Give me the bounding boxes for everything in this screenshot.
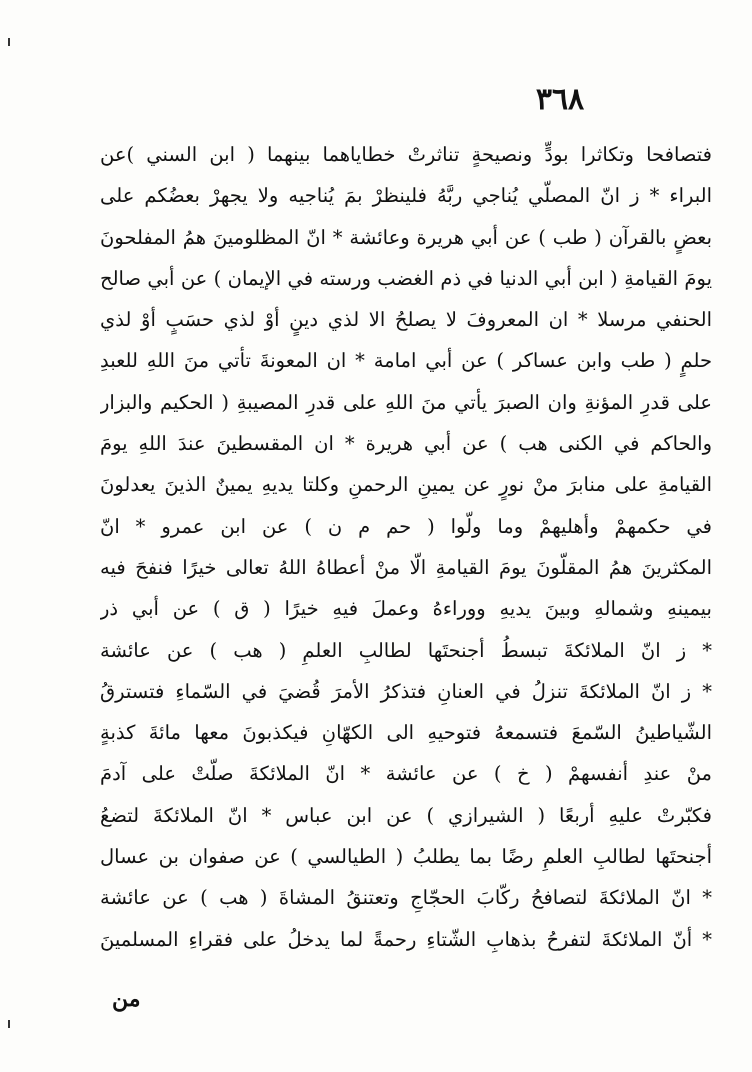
text-line: منْ عندِ أنفسهمْ ( خ ) عن عائشة * انّ الملائكةَ صلّتْ على آدمَ bbox=[100, 762, 712, 786]
text-line: القيامةِ على منابرَ منْ نورٍ عن يمينِ الرحمنِ وكلتا يديهِ يمينٌ الذينَ يعدلونَ bbox=[100, 473, 712, 497]
margin-mark-left-top bbox=[8, 38, 10, 46]
text-line: في حكمهمْ وأهليهمْ وما ولّوا ( حم م ن ) عن ابن عمرو * انّ bbox=[100, 514, 712, 538]
text-line: الشّياطينُ السّمعَ فتسمعهُ فتوحيهِ الى الكهّانِ فيكذبونَ معها مائةَ كذبةٍ bbox=[100, 721, 712, 745]
text-line: * ز انّ الملائكةَ تبسطُ أجنحتَها لطالبِ العلمِ ( هب ) عن عائشة bbox=[100, 638, 712, 662]
page-number: ٣٦٨ bbox=[535, 82, 585, 117]
text-line: الحنفي مرسلا * ان المعروفَ لا يصلحُ الا لذي دينٍ أوْ لذي حسَبٍ أوْ لذي bbox=[100, 308, 712, 332]
text-line: والحاكم في الكنى هب ) عن أبي هريرة * ان المقسطينَ عندَ اللهِ يومَ bbox=[100, 432, 712, 456]
main-text bbox=[100, 134, 712, 960]
text-line: أجنحتَها لطالبِ العلمِ رضًا بما يطلبُ ( الطيالسي ) عن صفوان بن عسال bbox=[100, 845, 712, 869]
text-line: فكبّرتْ عليهِ أربعًا ( الشيرازي ) عن ابن عباس * انّ الملائكةَ لتضعُ bbox=[100, 803, 712, 827]
text-line: * أنّ الملائكةَ لتفرحُ بذهابِ الشّتاءِ رحمةً لما يدخلُ على فقراءِ المسلمينَ bbox=[100, 927, 712, 951]
text-line: يومَ القيامةِ ( ابن أبي الدنيا في ذم الغضب ورسته في الإيمان ) عن أبي صالح bbox=[100, 266, 712, 290]
text-line: المكثرينَ همُ المقلّونَ يومَ القيامةِ الّا منْ أعطاهُ اللهُ تعالى خيرًا فنفحَ فيه bbox=[100, 555, 712, 579]
catchword: من bbox=[112, 986, 141, 1012]
text-line: على قدرِ المؤنةِ وان الصبرَ يأتي منَ اللهِ على قدرِ المصيبةِ ( الحكيم والبزار bbox=[100, 390, 712, 414]
text-line: حلمٍ ( طب وابن عساكر ) عن أبي امامة * ان المعونةَ تأتي منَ اللهِ للعبدِ bbox=[100, 349, 712, 373]
text-line: * انّ الملائكةَ لتصافحُ ركّابَ الحجّاجِ وتعتنقُ المشاةَ ( هب ) عن عائشة bbox=[100, 886, 712, 910]
margin-mark-left-bottom bbox=[8, 1020, 10, 1028]
text-line: * ز انّ الملائكةَ تنزلُ في العنانِ فتذكرُ الأمرَ قُضيَ في السّماءِ فتسترقُ bbox=[100, 679, 712, 703]
text-line: البراء * ز انّ المصلّي يُناجي ربَّهُ فلينظرْ بمَ يُناجيه ولا يجهرْ بعضُكم على bbox=[100, 184, 712, 208]
text-line: بعضٍ بالقرآن ( طب ) عن أبي هريرة وعائشة * انّ المظلومينَ همُ المفلحونَ bbox=[100, 225, 712, 249]
text-line: بيمينهِ وشمالهِ وبينَ يديهِ ووراءهُ وعملَ فيهِ خيرًا ( ق ) عن أبي ذر bbox=[100, 597, 712, 621]
text-line: فتصافحا وتكاثرا بودٍّ ونصيحةٍ تناثرتْ خطاياهما بينهما ( ابن السني )عن bbox=[100, 143, 712, 166]
